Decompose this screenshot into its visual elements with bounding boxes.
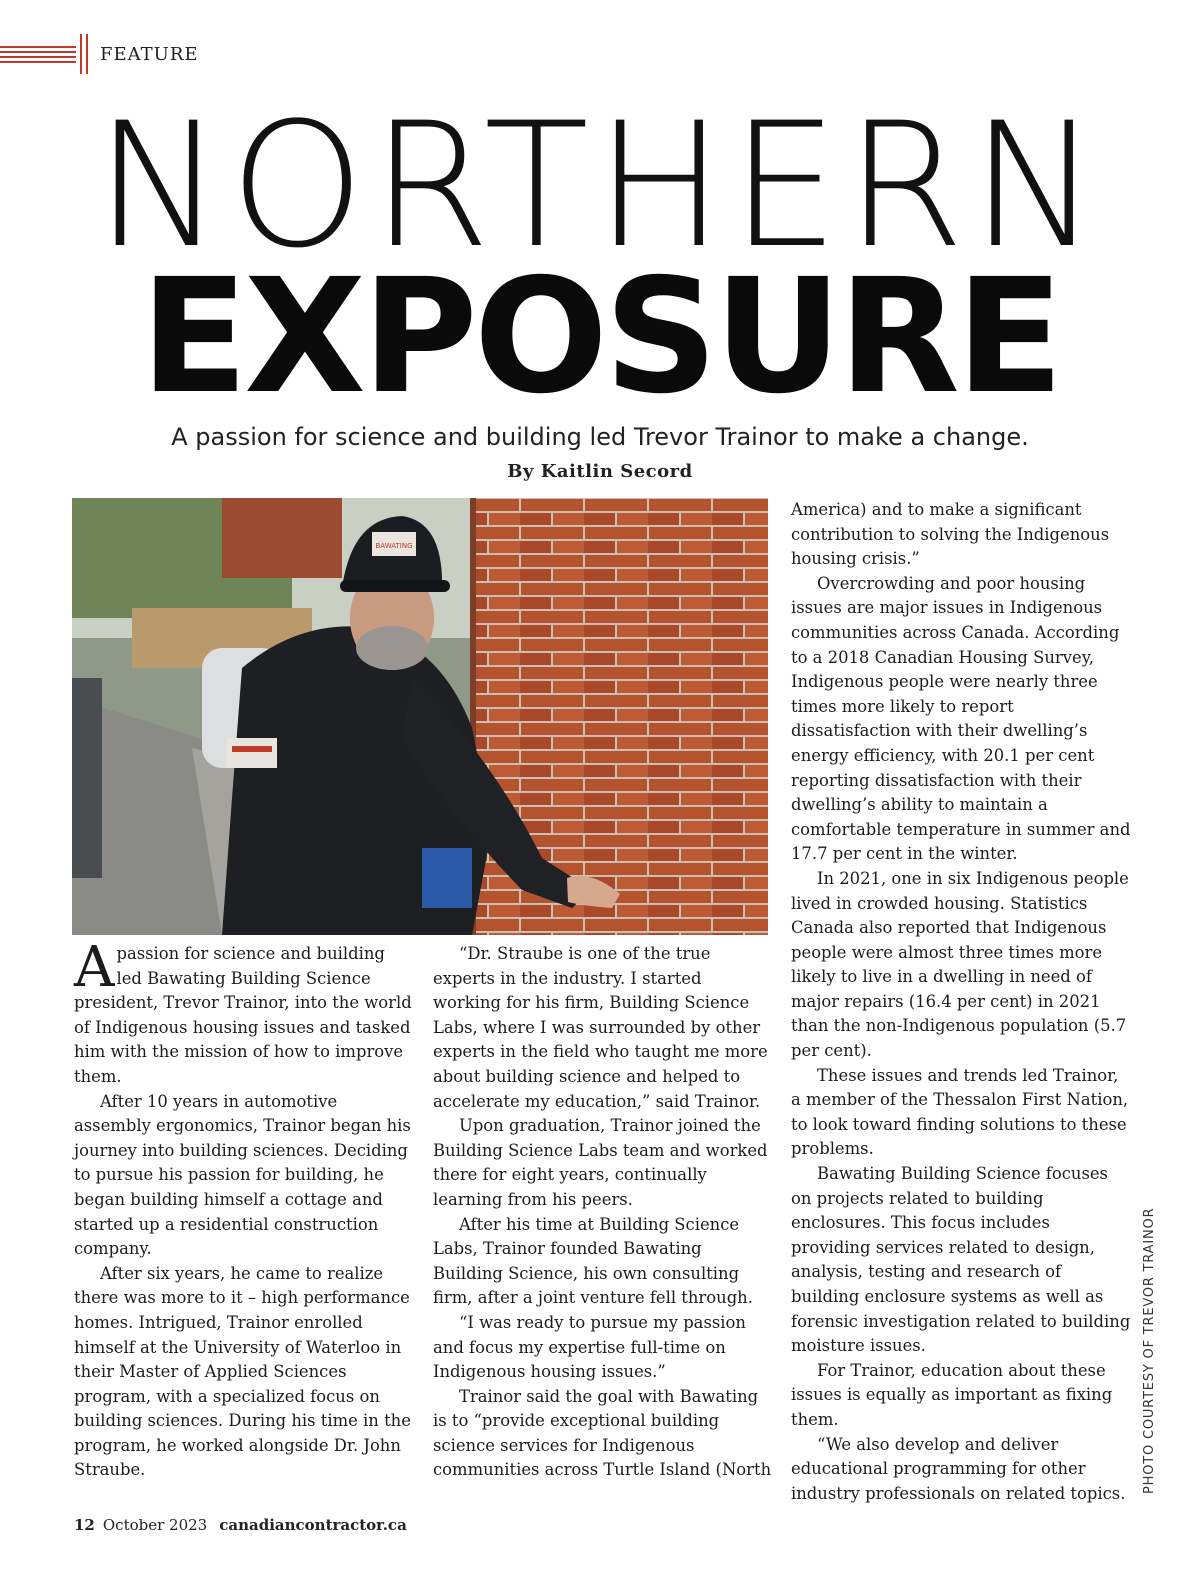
- article-paragraph: Trainor said the goal with Bawating is to “provide exceptional building science services for Indigenous communities across Turtle Island (North: [433, 1386, 772, 1480]
- article-paragraph: “Dr. Straube is one of the true experts in the industry. I started working for his firm, Building Science Labs, where I was surrounded by other experts in the field who taught me more about building science and helped to accelerate my education,” said Trainor.: [433, 944, 768, 1111]
- article-paragraph: These issues and trends led Trainor, a member of the Thessalon First Nation, to look toward finding solutions to these problems.: [791, 1065, 1129, 1159]
- article-column-1: [74, 935, 414, 1483]
- article-paragraph: A passion for science and building led Bawating Building Science president, Trevor Trainor, into the world of Indigenous housing issues and tasked him with the mission of how to improve them.: [74, 935, 412, 1086]
- article-paragraph: “We also develop and deliver educational programming for other industry professionals on related topics.: [791, 1434, 1126, 1503]
- article-paragraph: After 10 years in automotive assembly ergonomics, Trainor began his journey into building sciences. Deciding to pursue his passion for building, he began building himself a cottage and started up a residential construction company.: [74, 1091, 411, 1259]
- headline-line-2: EXPOSURE: [140, 245, 1060, 429]
- article-paragraph: After six years, he came to realize there was more to it – high performance homes. Intrigued, Trainor enrolled himself at the University of Waterloo in their Master of Applied Sciences program, with a specialized focus on building sciences. During his time in the program, he worked alongside Dr. John Straube.: [74, 1263, 411, 1480]
- issue-date: October 2023: [102, 1516, 208, 1534]
- photo-credit: PHOTO COURTESY OF TREVOR TRAINOR: [1142, 1207, 1157, 1494]
- article-paragraph: Overcrowding and poor housing issues are major issues in Indigenous communities across Canada. According to a 2018 Canadian Housing Survey, Indigenous people were nearly three times more likely to report dissatisfaction with their dwelling’s energy efficiency, with 20.1 per cent reporting dissatisfaction with their dwelling’s ability to maintain a comfortable temperature in summer and 17.7 per cent in the winter.: [791, 573, 1131, 864]
- section-label: FEATURE: [100, 44, 199, 65]
- feature-photo: [72, 498, 768, 935]
- article-column-3: [791, 498, 1131, 1506]
- article-paragraph: Bawating Building Science focuses on projects related to building enclosures. This focus includes providing services related to design, analysis, testing and research of building enclosure systems as well as forensic investigation related to building moisture issues.: [791, 1164, 1131, 1356]
- article-paragraph: “I was ready to pursue my passion and focus my expertise full-time on Indigenous housing issues.”: [433, 1312, 746, 1382]
- website-url: canadiancontractor.ca: [219, 1516, 407, 1534]
- subheadline: A passion for science and building led Trevor Trainor to make a change.: [171, 423, 1029, 451]
- article-paragraph: For Trainor, education about these issues is equally as important as fixing them.: [791, 1360, 1113, 1429]
- article-paragraph: America) and to make a significant contribution to solving the Indigenous housing crisis.”: [791, 500, 1110, 569]
- article-paragraph: In 2021, one in six Indigenous people lived in crowded housing. Statistics Canada also reported that Indigenous people were almost three times more likely to live in a dwelling in need of major repairs (16.4 per cent) in 2021 than the non-Indigenous population (5.7 per cent).: [791, 868, 1129, 1061]
- page-number: 12: [74, 1516, 95, 1534]
- byline: By Kaitlin Secord: [507, 461, 693, 482]
- article-paragraph: Upon graduation, Trainor joined the Building Science Labs team and worked there for eight years, continually learning from his peers.: [433, 1116, 768, 1209]
- article-column-2: [433, 942, 773, 1483]
- headline-line-1: NORTHERN: [94, 85, 1106, 286]
- drop-cap: A: [74, 935, 115, 1000]
- hat-logo-text: BAWATING: [375, 542, 413, 550]
- article-paragraph: After his time at Building Science Labs, Trainor founded Bawating Building Science, his own consulting firm, after a joint venture fell through.: [433, 1214, 753, 1308]
- section-rule-decoration: [0, 42, 76, 66]
- page-footer: [74, 1516, 407, 1534]
